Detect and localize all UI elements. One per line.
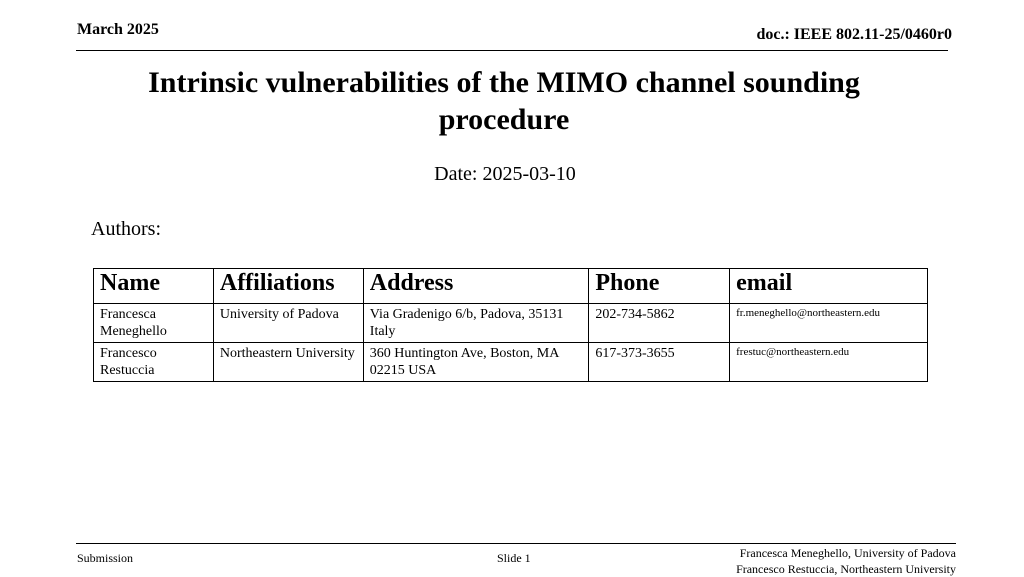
slide-title: Intrinsic vulnerabilities of the MIMO channel sounding procedure — [148, 66, 860, 136]
author-affiliation: University of Padova — [213, 304, 363, 343]
header-affiliations: Affiliations — [213, 269, 363, 304]
authors-table — [93, 268, 928, 382]
header-doc-id: doc.: IEEE 802.11-25/0460r0 — [756, 26, 952, 43]
header-rule — [76, 50, 948, 51]
table-header-row — [94, 269, 928, 304]
footer-submission: Submission — [77, 551, 134, 565]
slide-date: Date: 2025-03-10 — [434, 163, 576, 185]
header-date: March 2025 — [77, 21, 159, 38]
author-phone: 202-734-5862 — [589, 304, 730, 343]
author-email[interactable]: frestuc@northeastern.edu — [730, 343, 928, 382]
header-address: Address — [363, 269, 589, 304]
author-name: Francesco Restuccia — [94, 343, 214, 382]
author-address: Via Gradenigo 6/b, Padova, 35131 Italy — [363, 304, 589, 343]
footer-slide-number: Slide 1 — [497, 551, 531, 565]
header-name: Name — [94, 269, 214, 304]
author-phone: 617-373-3655 — [589, 343, 730, 382]
header-email: email — [730, 269, 928, 304]
table-row — [94, 304, 928, 343]
footer-author-line-2: Francesco Restuccia, Northeastern University — [736, 562, 956, 576]
author-address: 360 Huntington Ave, Boston, MA 02215 USA — [363, 343, 589, 382]
author-affiliation: Northeastern University — [213, 343, 363, 382]
header-phone: Phone — [589, 269, 730, 304]
author-email[interactable]: fr.meneghello@northeastern.edu — [730, 304, 928, 343]
footer-authors — [736, 545, 956, 577]
author-name: Francesca Meneghello — [94, 304, 214, 343]
table-row — [94, 343, 928, 382]
footer-rule — [76, 543, 956, 544]
footer-author-line-1: Francesca Meneghello, University of Padova — [739, 546, 956, 560]
authors-label: Authors: — [91, 218, 161, 240]
